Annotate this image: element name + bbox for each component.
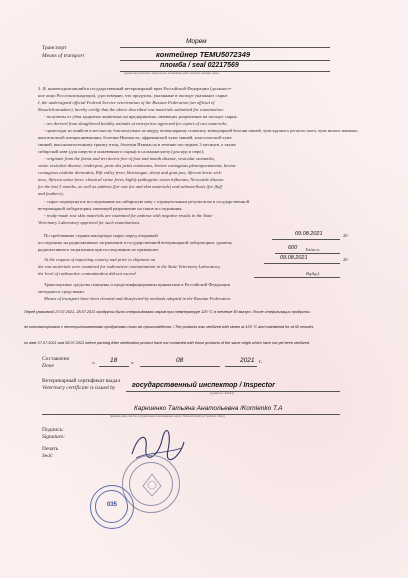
request-ru: По требованию страны-импортера сырье перед отправкой xyxy=(44,233,158,238)
body-line: - originate from the farms and territories free of foot and mouth disease, vesicular stomatitis, xyxy=(44,156,216,161)
issued-label-ru: Ветеринарный сертификат выдал xyxy=(42,378,121,384)
request-en-line3: the level of radioactive contamination did not exceed xyxy=(38,271,136,276)
transport-label-en: Means of transport xyxy=(42,53,85,59)
body-line: I, the undersigned official Federal Service veterinarian of the Russian Federation (an official of xyxy=(38,100,215,105)
body-line: ness, African swine fever, classical swine fever, highly pathogenic avian influenza, Newcastle disease xyxy=(38,177,224,182)
certificate-page: Транспорт Means of transport Морем контейнер TEMU5072349 пломба / seal 02217569 (указать вид транспорта, номер вагона, автомашины, рейса самолета, название судна) 3. Я, нижеподписавшийся государственный ветеринарный врач Российской Федерации (должност- ное лицо Россельхознадзора), удостоверяю, что продукты, указанные в экспорт указанное сырье: I, the undersigned official Federal Service veterinarian of the Russian Federation (an official of Rosselchoznadzor), hereby certify that the above described raw materials submitted for examination: - получены от убоя здоровых животных на предприятиях, имеющих разрешение на экспорт сырья; - are derived from slaughtered healthy animals at enterprises approved for export of raw materials; - происходят из хозяйств и местности, благополучных по ящуру, везикулярному стоматиту, везикулярной болезни свиней, чуме крупного рогатого скота, чуме мелких жвачных, контагиозной плевропневмонии, болезни Ньюкасла, африканской чуме свиней, классической чуме свиней, высокопатогенному гриппу птиц, болезни Ньюкасла в течение последних 3 месяцев, а также сибирской язве (для шерсти и кожевенного сырья) и сальмонеллезу (для кур и перо); - originate from the farms and territories free of foot and mouth disease, vesicular stomatitis, swine vesicular disease, rinderpest, peste des petits ruminants, bovine contagious pleuropneumonia, bovine contagious nodular dermatitis, Rift valley fever, bluetongue, sheep and goat pox, African horse sick- ness, African swine fever, classical swine fever, highly pathogenic avian influenza, Newcastle disease for the last 3 months, as well as anthrax (for raw fur and skin materials) and salmonellosis (for fluff and feathers); - сырье подвергнутое исследованию на сибирскую язву с отрицательным результатом в государственной ветеринарной лаборатории, имеющей разрешение на такие исследования. - ready-made raw skin materials are examined for anthrax with negative results in the State Veterinary Laboratory approved for such examinations. По требованию страны-импортера сырье перед отправкой 09.08.2021 20 исследовано на радиоактивное загрязнение в государственной ветеринарной лаборатории, уровень радиоактивного загрязнения при исследовании не превышает 600 Бк/кг,л. At the request of importing country and prior to shipment on 09.08.2021 20 the raw materials were examined for radioactive contamination in the State Veterinary Laboratory, the level of radioactive contamination did not exceed Bq/kg,l. Транспортные средства очищены и продезинфицированы принятыми в Российской Федерации методами и средствами. Means of transport have been cleaned and disinfected by methods adopted in the Russian Federation. Перед упаковкой 27.07.2021, 28.07.2021 продукты были стерилизованы паром при температуре 120 °С в течение 50 минут. После стерилизации продукты не контактировали с нестерилизованными продуктами того же происхождения. / The products was sterilized with steam at 120 °C and maintained for at 50 minutes on date 27.07.2021 and 28.07.2021 before packing After sterilization product have not contacted with those products of the same origin which have not yet been sterilized. Составлено Done « 18 » 08 2021 г. Ветеринарный сертификат выдал Veterinary certificate is issued by государственный инспектор / Inspector (должность / Position) Карниенко Татьяна Анатольевна /Kornienko T.A (фамилия, имя, отчество государственного ветеринарного врача / Name and position of veterinary officer) Подпись: Signature: Печать Seal: 035 xyxy=(0,0,408,578)
body-line: 3. Я, нижеподписавшийся государственный ветеринарный врач Российской Федерации (должност- xyxy=(38,86,232,91)
body-line: and feathers); xyxy=(38,191,64,196)
body-line: swine vesicular disease, rinderpest, peste des petits ruminants, bovine contagious pleuropneumonia, bovine xyxy=(38,163,236,168)
typed-note-line: не контактировали с нестерилизованными продуктами того же происхождения. / The products was sterilized with steam at 120 °C and maintained for at 50 minutes xyxy=(24,325,314,329)
request-ru-unit: Бк/кг,л. xyxy=(306,247,321,252)
transport-hint: (указать вид транспорта, номер вагона, автомашины, рейса самолета, название судна) xyxy=(124,72,219,75)
compiled-label-en: Done xyxy=(42,363,54,369)
request-en-date: 09.08.2021 xyxy=(280,255,308,261)
request-ru-value: 600 xyxy=(288,245,298,251)
stamp-number: 035 xyxy=(106,502,117,508)
typed-note-line: Перед упаковкой 27.07.2021, 28.07.2021 продукты были стерилизованы паром при температуре 120 °С в течение 50 минут. После стерилизации продукты xyxy=(24,310,310,314)
body-line: - происходят из хозяйств и местности, благополучных по ящуру, везикулярному стоматиту, везикулярной болезни свиней, чуме крупного рогатого скота, чуме мелких жвачных, xyxy=(44,128,359,133)
body-line: - ready-made raw skin materials are examined for anthrax with negative results in the State xyxy=(44,213,213,218)
signature-label-ru: Подпись: xyxy=(42,427,64,433)
transport-value-seal: пломба / seal 02217569 xyxy=(160,62,239,69)
request-en-year: 20 xyxy=(343,257,348,262)
compiled-year: 2021 xyxy=(240,357,255,364)
compiled-month: 08 xyxy=(176,357,184,364)
body-line: - are derived from slaughtered healthy animals at enterprises approved for export of raw materials; xyxy=(44,121,228,126)
signature-label-en: Signature: xyxy=(42,434,66,440)
request-ru-year: 20 xyxy=(343,233,348,238)
request-en: At the request of importing country and prior to shipment on xyxy=(44,257,156,262)
transport-clean-ru-2: методами и средствами. xyxy=(38,289,85,294)
issued-hint: (должность / Position) xyxy=(210,392,235,395)
request-en-unit: Bq/kg,l. xyxy=(306,271,321,276)
transport-label-ru: Транспорт xyxy=(42,45,67,51)
issued-value: государственный инспектор / Inspector xyxy=(132,382,275,389)
transport-clean-ru: Транспортные средства очищены и продезинфицированы принятыми в Российской Федерации xyxy=(44,282,231,287)
body-line: contagious nodular dermatitis, Rift valley fever, bluetongue, sheep and goat pox, African horse sick- xyxy=(38,170,223,175)
seal-label-ru: Печать xyxy=(42,446,59,452)
inspector-name-hint: (фамилия, имя, отчество государственного ветеринарного врача / Name and position of veterinary officer) xyxy=(110,415,225,418)
body-line: - получены от убоя здоровых животных на предприятиях, имеющих разрешение на экспорт сырья; xyxy=(44,114,238,119)
compiled-year-suffix: г. xyxy=(259,359,263,365)
request-ru-line3: радиоактивного загрязнения при исследовании не превышает xyxy=(38,247,159,252)
blue-stamp xyxy=(90,485,134,529)
body-line: ветеринарной лаборатории, имеющей разрешение на такие исследования. xyxy=(38,206,183,211)
issued-label-en: Veterinary certificate is issued by xyxy=(42,385,116,391)
transport-clean-en: Means of transport have been cleaned and disinfected by methods adopted in the Russian Federation. xyxy=(44,296,232,301)
body-line: свиней, высокопатогенному гриппу птиц, болезни Ньюкасла в течение последних 3 месяцев, а также xyxy=(38,142,236,147)
request-ru-line2: исследовано на радиоактивное загрязнение в государственной ветеринарной лаборатории, уровень xyxy=(38,240,232,245)
body-line: сибирской язве (для шерсти и кожевенного сырья) и сальмонеллезу (для кур и перо); xyxy=(38,149,205,154)
body-line: Rosselchoznadzor), hereby certify that the above described raw materials submitted for examination: xyxy=(38,107,225,112)
inspector-name: Карниенко Татьяна Анатольевна /Kornienko T.A xyxy=(134,405,283,412)
body-line: for the last 3 months, as well as anthrax (for raw fur and skin materials) and salmonellosis (for fluff xyxy=(38,184,222,189)
body-line: ное лицо Россельхознадзора), удостоверяю, что продукты, указанные в экспорт указанное сырье: xyxy=(38,93,229,98)
seal-label-en: Seal: xyxy=(42,453,54,459)
compiled-day: 18 xyxy=(110,357,118,364)
request-ru-date: 09.08.2021 xyxy=(295,231,323,237)
request-en-line2: the raw materials were examined for radioactive contamination in the State Veterinary Laboratory, xyxy=(38,264,221,269)
typed-note-line: on date 27.07.2021 and 28.07.2021 before packing After sterilization product have not contacted with those products of the same origin which have not yet been sterilized. xyxy=(24,341,311,345)
transport-value-container: контейнер TEMU5072349 xyxy=(156,50,251,59)
compiled-label-ru: Составлено xyxy=(42,356,70,362)
body-line: Veterinary Laboratory approved for such examinations. xyxy=(38,220,141,225)
body-line: - сырье подвергнутое исследованию на сибирскую язву с отрицательным результатом в государственной xyxy=(44,199,250,204)
body-line: контагиозной плевропневмонии, болезни Ньюкасла, африканской чуме свиней, классической чуме xyxy=(38,135,232,140)
transport-value-mode: Морем xyxy=(186,38,207,45)
